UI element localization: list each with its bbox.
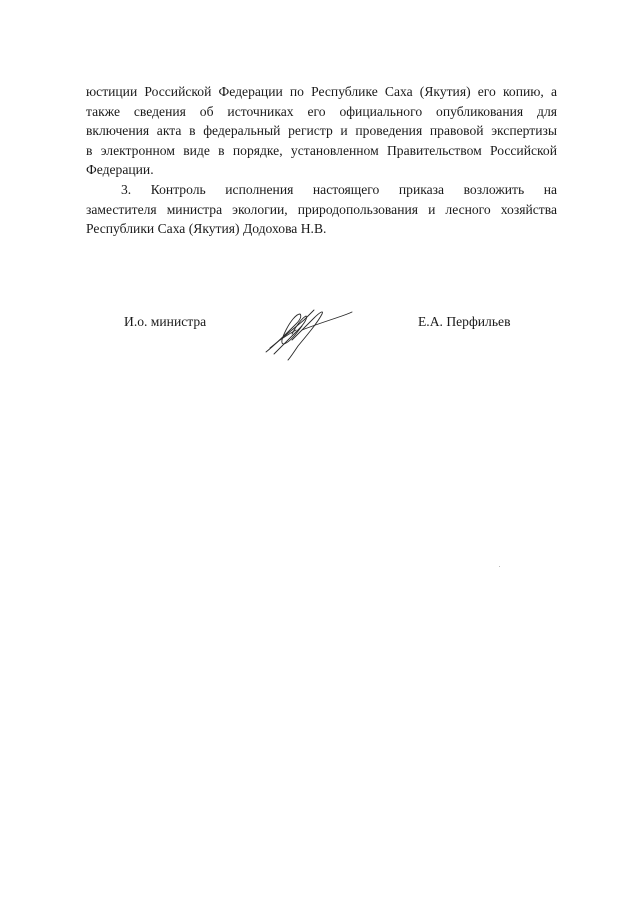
text-line: включения акта в федеральный регистр и проведения правовой экспертизы <box>86 123 557 139</box>
text-line: заместителя министра экологии, природопользования и лесного хозяйства <box>86 201 557 217</box>
signatory-name: Е.А. Перфильев <box>418 314 511 329</box>
signatory-role: И.о. министра <box>124 314 207 329</box>
text-line: в электронном виде в порядке, установленном Правительством Российской <box>86 142 557 158</box>
text-line: также сведения об источниках его официального опубликования для <box>86 103 557 119</box>
text-line: юстиции Российской Федерации по Республике Саха (Якутия) его копию, а <box>86 84 557 99</box>
document-body <box>86 82 557 239</box>
text-line: Федерации. <box>86 162 154 178</box>
handwritten-signature <box>262 300 354 362</box>
scan-speck <box>499 566 500 567</box>
text-line: Республики Саха (Якутия) Додохова Н.В. <box>86 221 327 237</box>
paragraph-3-first-line: 3. Контроль исполнения настоящего приказа возложить на <box>121 181 557 197</box>
